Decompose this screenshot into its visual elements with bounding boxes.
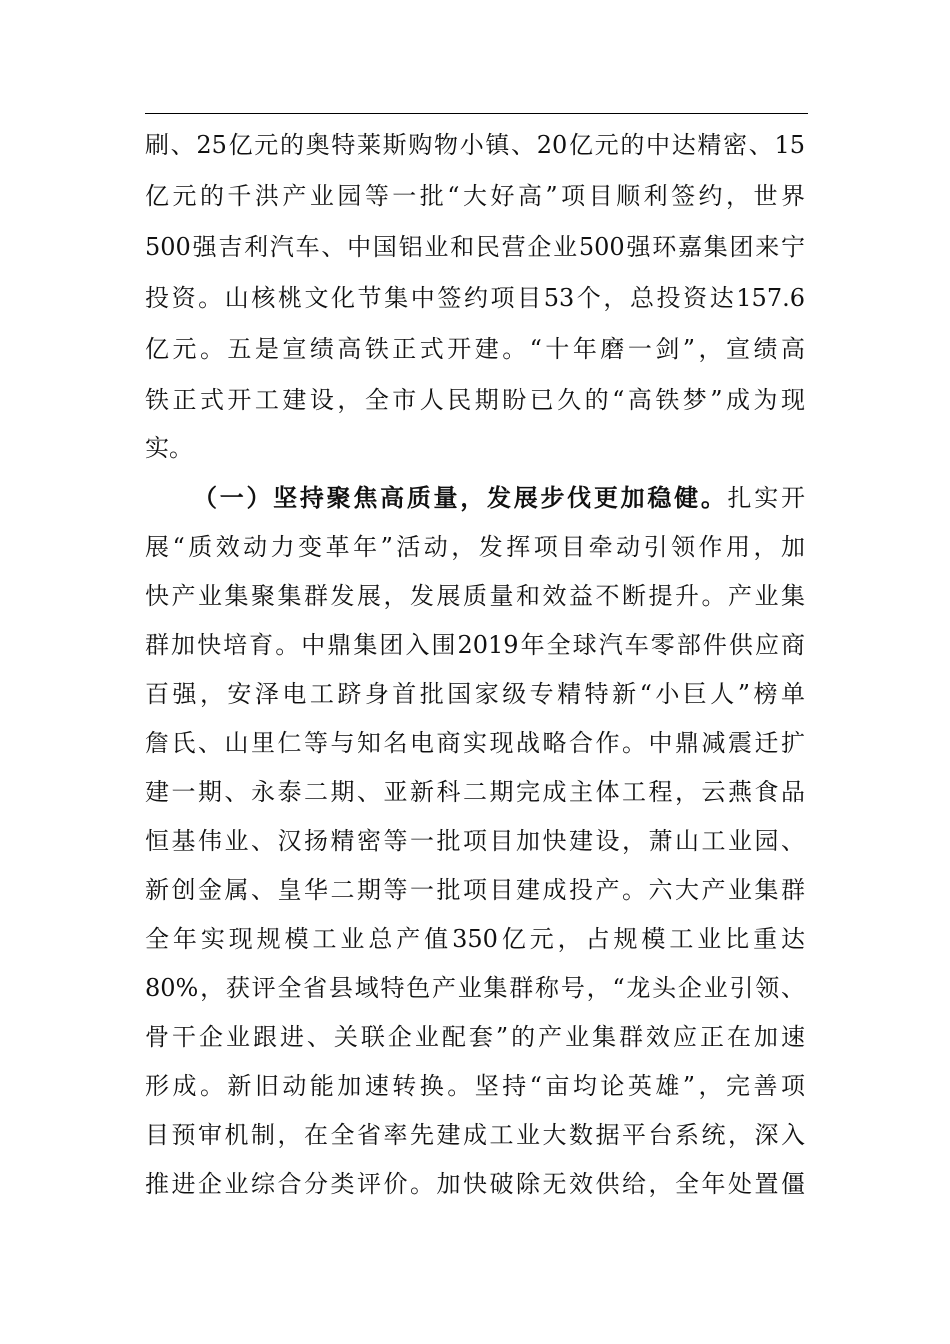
paragraph-line: 亿元。五是宣绩高铁正式开建。“十年磨一剑”，宣绩高 xyxy=(145,335,805,363)
section-heading: （一）坚持聚焦高质量，发展步伐更加稳健。 xyxy=(193,483,728,512)
paragraph-line: 刷、25亿元的奥特莱斯购物小镇、20亿元的中达精密、15 xyxy=(145,131,805,159)
paragraph-line: 投资。山核桃文化节集中签约项目53个，总投资达157.6 xyxy=(145,284,805,312)
paragraph-line: 詹氏、山里仁等与知名电商实现战略合作。中鼎减震迁扩 xyxy=(145,729,805,757)
header-rule xyxy=(145,113,808,114)
paragraph-line: 形成。新旧动能加速转换。坚持“亩均论英雄”，完善项 xyxy=(145,1072,805,1100)
paragraph-line: 实。 xyxy=(145,434,193,462)
paragraph-line: 新创金属、皇华二期等一批项目建成投产。六大产业集群 xyxy=(145,876,805,904)
paragraph-line: 80%，获评全省县域特色产业集群称号，“龙头企业引领、 xyxy=(145,974,805,1002)
paragraph-line: 百强，安泽电工跻身首批国家级专精特新“小巨人”榜单 xyxy=(145,680,805,708)
paragraph-line: 亿元的千洪产业园等一批“大好高”项目顺利签约，世界 xyxy=(145,182,805,210)
paragraph-line: 展“质效动力变革年”活动，发挥项目牵动引领作用，加 xyxy=(145,533,805,561)
paragraph-line: 快产业集聚集群发展，发展质量和效益不断提升。产业集 xyxy=(145,582,805,610)
paragraph-line: 群加快培育。中鼎集团入围2019年全球汽车零部件供应商 xyxy=(145,631,805,659)
paragraph-line: 目预审机制，在全省率先建成工业大数据平台系统，深入 xyxy=(145,1121,805,1149)
paragraph-line: 铁正式开工建设，全市人民期盼已久的“高铁梦”成为现 xyxy=(145,386,805,414)
section-heading-line xyxy=(193,478,805,518)
paragraph-line: 恒基伟业、汉扬精密等一批项目加快建设，萧山工业园、 xyxy=(145,827,805,855)
section-heading-continuation: 扎实开 xyxy=(727,484,806,512)
paragraph-line: 推进企业综合分类评价。加快破除无效供给，全年处置僵 xyxy=(145,1170,805,1198)
paragraph-line: 骨干企业跟进、关联企业配套”的产业集群效应正在加速 xyxy=(145,1023,805,1051)
paragraph-line: 500强吉利汽车、中国铝业和民营企业500强环嘉集团来宁 xyxy=(145,233,805,261)
paragraph-line: 全年实现规模工业总产值350亿元，占规模工业比重达 xyxy=(145,925,805,953)
paragraph-line: 建一期、永泰二期、亚新科二期完成主体工程，云燕食品 xyxy=(145,778,805,806)
